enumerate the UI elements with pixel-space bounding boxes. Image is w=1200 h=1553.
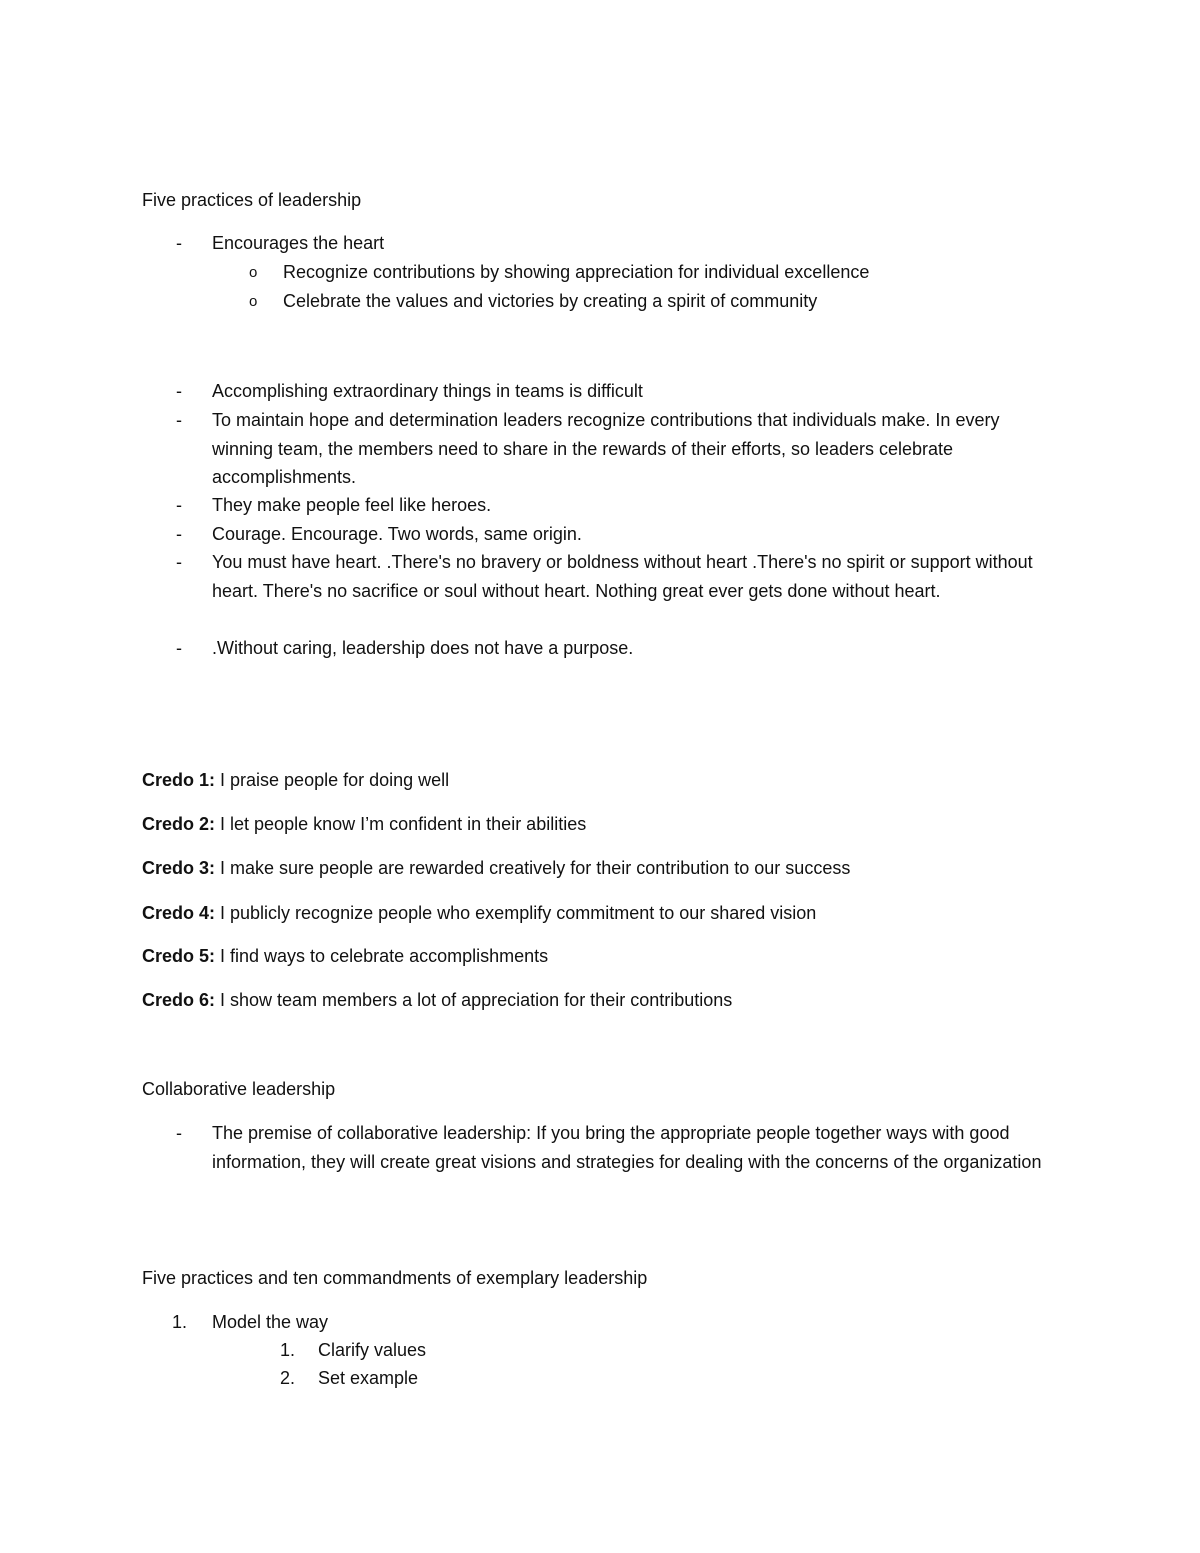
sub-list-item: Celebrate the values and victories by creating a spirit of community xyxy=(283,291,818,311)
credo-text: I find ways to celebrate accomplishments xyxy=(215,946,549,966)
section-title-five-practices: Five practices of leadership xyxy=(142,190,362,210)
credo-line xyxy=(142,810,586,838)
credo-line xyxy=(142,766,449,794)
credo-text: I show team members a lot of appreciation for their contributions xyxy=(215,990,733,1010)
sub-list-number: 2. xyxy=(280,1368,296,1388)
dash-marker: - xyxy=(176,410,182,430)
dash-marker: - xyxy=(176,552,182,572)
list-item: To maintain hope and determination leaders recognize contributions that individuals make. In every winning team, the members need to share in the rewards of their efforts, so leaders celebrate accomplishments. xyxy=(212,410,1000,487)
credo-label: Credo 1: xyxy=(142,770,216,790)
credo-label: Credo 4: xyxy=(142,903,216,923)
list-item: Model the way xyxy=(212,1312,329,1332)
credo-line xyxy=(142,986,732,1014)
section-title-collaborative: Collaborative leadership xyxy=(142,1079,336,1099)
list-item: Courage. Encourage. Two words, same origin. xyxy=(212,524,582,544)
credo-text: I let people know I’m confident in their abilities xyxy=(215,814,587,834)
credo-label: Credo 3: xyxy=(142,858,216,878)
dash-marker: - xyxy=(176,638,182,658)
credo-text: I publicly recognize people who exemplify commitment to our shared vision xyxy=(215,903,817,923)
credo-line xyxy=(142,942,548,970)
credo-line xyxy=(142,899,816,927)
dash-marker: - xyxy=(176,1123,182,1143)
sub-list-item: Recognize contributions by showing appreciation for individual excellence xyxy=(283,262,870,282)
credo-line xyxy=(142,854,850,882)
list-item: Encourages the heart xyxy=(212,233,385,253)
circle-bullet-icon: o xyxy=(249,293,258,310)
credo-text: I praise people for doing well xyxy=(215,770,450,790)
dash-marker: - xyxy=(176,524,182,544)
list-number: 1. xyxy=(172,1312,188,1332)
list-item: They make people feel like heroes. xyxy=(212,495,492,515)
list-item: .Without caring, leadership does not have a purpose. xyxy=(212,638,634,658)
sub-list-item: Set example xyxy=(318,1368,419,1388)
sub-list-number: 1. xyxy=(280,1340,296,1360)
credo-label: Credo 5: xyxy=(142,946,216,966)
list-item: You must have heart. .There's no bravery or boldness without heart .There's no spirit or support without heart. There's no sacrifice or soul without heart. Nothing great ever gets done without heart. xyxy=(212,552,1033,601)
circle-bullet-icon: o xyxy=(249,264,258,281)
credo-text: I make sure people are rewarded creatively for their contribution to our success xyxy=(215,858,851,878)
credo-label: Credo 2: xyxy=(142,814,216,834)
dash-marker: - xyxy=(176,495,182,515)
credo-label: Credo 6: xyxy=(142,990,216,1010)
section-title-ten-commandments: Five practices and ten commandments of exemplary leadership xyxy=(142,1268,648,1288)
dash-marker: - xyxy=(176,381,182,401)
list-item: Accomplishing extraordinary things in teams is difficult xyxy=(212,381,643,401)
dash-marker: - xyxy=(176,233,182,253)
sub-list-item: Clarify values xyxy=(318,1340,427,1360)
list-item: The premise of collaborative leadership: If you bring the appropriate people together ways with good information, they will create great visions and strategies for dealing with the concerns of the organization xyxy=(212,1123,1042,1172)
